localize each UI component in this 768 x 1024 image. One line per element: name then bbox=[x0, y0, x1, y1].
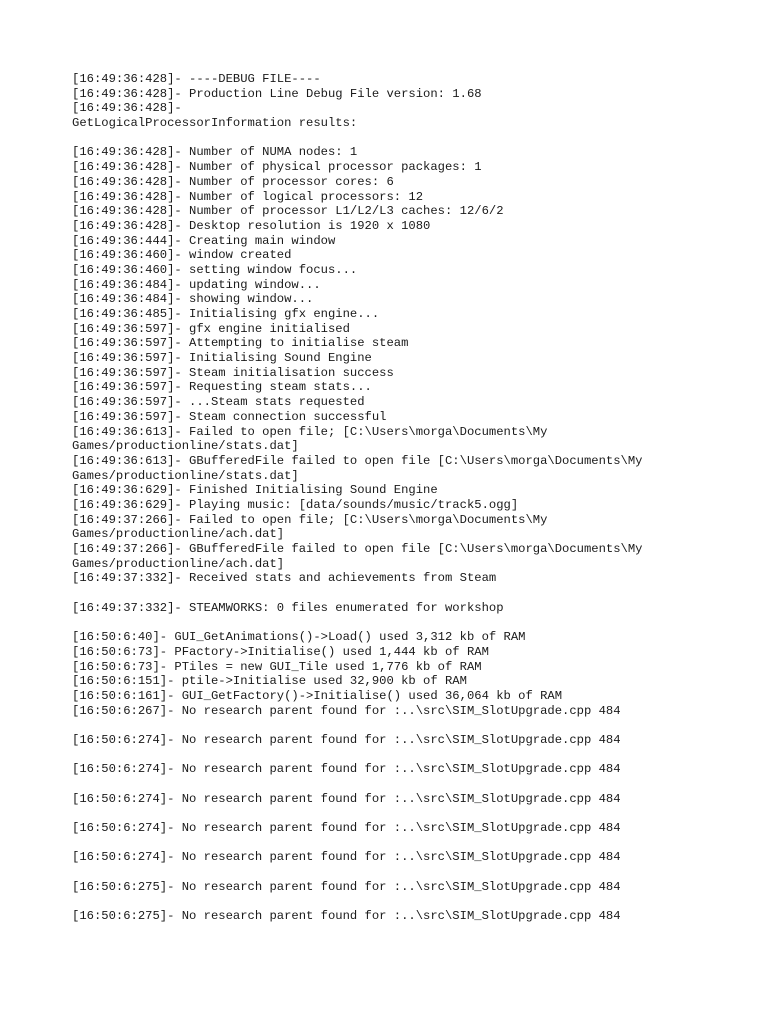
log-line: [16:49:36:428]- ----DEBUG FILE---- bbox=[72, 72, 321, 86]
blank-line bbox=[72, 895, 712, 910]
log-line: GetLogicalProcessorInformation results: bbox=[72, 116, 358, 131]
log-line: Games/productionline/ach.dat] bbox=[72, 527, 285, 542]
log-line: [16:49:36:613]- GBufferedFile failed to open file [C:\Users\morga\Documents\My bbox=[72, 453, 643, 468]
log-line: [16:50:6:274]- No research parent found for :..\src\SIM_SlotUpgrade.cpp 484 bbox=[72, 762, 621, 777]
log-line: [16:50:6:275]- No research parent found for :..\src\SIM_SlotUpgrade.cpp 484 bbox=[72, 909, 621, 924]
log-line: [16:49:36:428]- Production Line Debug File version: 1.68 bbox=[72, 86, 482, 101]
log-line: [16:49:36:428]- Number of logical processors: 12 bbox=[72, 189, 424, 204]
blank-line bbox=[72, 836, 712, 851]
log-line: [16:50:6:267]- No research parent found for :..\src\SIM_SlotUpgrade.cpp 484 bbox=[72, 703, 621, 718]
log-line: [16:49:37:266]- Failed to open file; [C:\Users\morga\Documents\My bbox=[72, 512, 548, 527]
log-line: [16:49:36:428]- Number of NUMA nodes: 1 bbox=[72, 145, 358, 160]
log-line: [16:50:6:274]- No research parent found for :..\src\SIM_SlotUpgrade.cpp 484 bbox=[72, 791, 621, 806]
log-line: [16:49:36:460]- window created bbox=[72, 248, 292, 263]
log-line: [16:49:36:597]- Steam initialisation success bbox=[72, 365, 394, 380]
log-line: [16:49:36:629]- Finished Initialising Sound Engine bbox=[72, 483, 438, 498]
debug-log-text bbox=[72, 72, 712, 924]
log-line: [16:50:6:274]- No research parent found for :..\src\SIM_SlotUpgrade.cpp 484 bbox=[72, 850, 621, 865]
log-line: [16:49:36:428]- Number of processor cores: 6 bbox=[72, 174, 394, 189]
blank-line bbox=[72, 748, 712, 763]
log-line: [16:49:36:428]- bbox=[72, 101, 182, 116]
blank-line bbox=[72, 615, 712, 630]
blank-line bbox=[72, 777, 712, 792]
log-line: [16:49:36:484]- updating window... bbox=[72, 277, 321, 292]
log-line: [16:49:36:597]- ...Steam stats requested bbox=[72, 395, 365, 410]
blank-line bbox=[72, 131, 712, 146]
blank-line bbox=[72, 806, 712, 821]
log-line: [16:50:6:40]- GUI_GetAnimations()->Load() used 3,312 kb of RAM bbox=[72, 630, 526, 645]
log-line: [16:49:36:428]- Desktop resolution is 1920 x 1080 bbox=[72, 218, 431, 233]
log-line: [16:50:6:151]- ptile->Initialise used 32,900 kb of RAM bbox=[72, 674, 467, 689]
log-line: [16:49:36:597]- Steam connection successful bbox=[72, 409, 387, 424]
blank-line bbox=[72, 718, 712, 733]
log-line: Games/productionline/ach.dat] bbox=[72, 556, 285, 571]
blank-line bbox=[72, 586, 712, 601]
log-line: [16:50:6:274]- No research parent found for :..\src\SIM_SlotUpgrade.cpp 484 bbox=[72, 821, 621, 836]
log-line: [16:50:6:73]- PFactory->Initialise() used 1,444 kb of RAM bbox=[72, 644, 489, 659]
log-line: [16:49:37:332]- Received stats and achievements from Steam bbox=[72, 571, 497, 586]
log-line: [16:50:6:73]- PTiles = new GUI_Tile used 1,776 kb of RAM bbox=[72, 659, 482, 674]
log-line: [16:49:36:597]- Requesting steam stats... bbox=[72, 380, 372, 395]
log-line: Games/productionline/stats.dat] bbox=[72, 468, 299, 483]
log-line: Games/productionline/stats.dat] bbox=[72, 439, 299, 454]
log-line: [16:49:36:485]- Initialising gfx engine... bbox=[72, 307, 380, 321]
log-line: [16:50:6:161]- GUI_GetFactory()->Initialise() used 36,064 kb of RAM bbox=[72, 688, 563, 703]
log-line: [16:49:37:266]- GBufferedFile failed to open file [C:\Users\morga\Documents\My bbox=[72, 542, 643, 556]
blank-line bbox=[72, 865, 712, 880]
log-line: [16:49:36:428]- Number of physical processor packages: 1 bbox=[72, 160, 482, 175]
log-line: [16:49:36:460]- setting window focus... bbox=[72, 262, 358, 277]
log-line: [16:49:36:597]- gfx engine initialised bbox=[72, 321, 350, 336]
log-line: [16:49:36:428]- Number of processor L1/L2/L3 caches: 12/6/2 bbox=[72, 204, 504, 219]
log-line: [16:49:37:332]- STEAMWORKS: 0 files enumerated for workshop bbox=[72, 600, 504, 615]
log-line: [16:50:6:275]- No research parent found for :..\src\SIM_SlotUpgrade.cpp 484 bbox=[72, 879, 621, 894]
log-line: [16:50:6:274]- No research parent found for :..\src\SIM_SlotUpgrade.cpp 484 bbox=[72, 732, 621, 747]
log-line: [16:49:36:597]- Initialising Sound Engine bbox=[72, 351, 372, 366]
log-line: [16:49:36:629]- Playing music: [data/sounds/music/track5.ogg] bbox=[72, 497, 519, 512]
log-line: [16:49:36:444]- Creating main window bbox=[72, 233, 336, 248]
log-line: [16:49:36:613]- Failed to open file; [C:\Users\morga\Documents\My bbox=[72, 424, 548, 439]
log-line: [16:49:36:597]- Attempting to initialise steam bbox=[72, 336, 409, 351]
log-line: [16:49:36:484]- showing window... bbox=[72, 292, 314, 307]
